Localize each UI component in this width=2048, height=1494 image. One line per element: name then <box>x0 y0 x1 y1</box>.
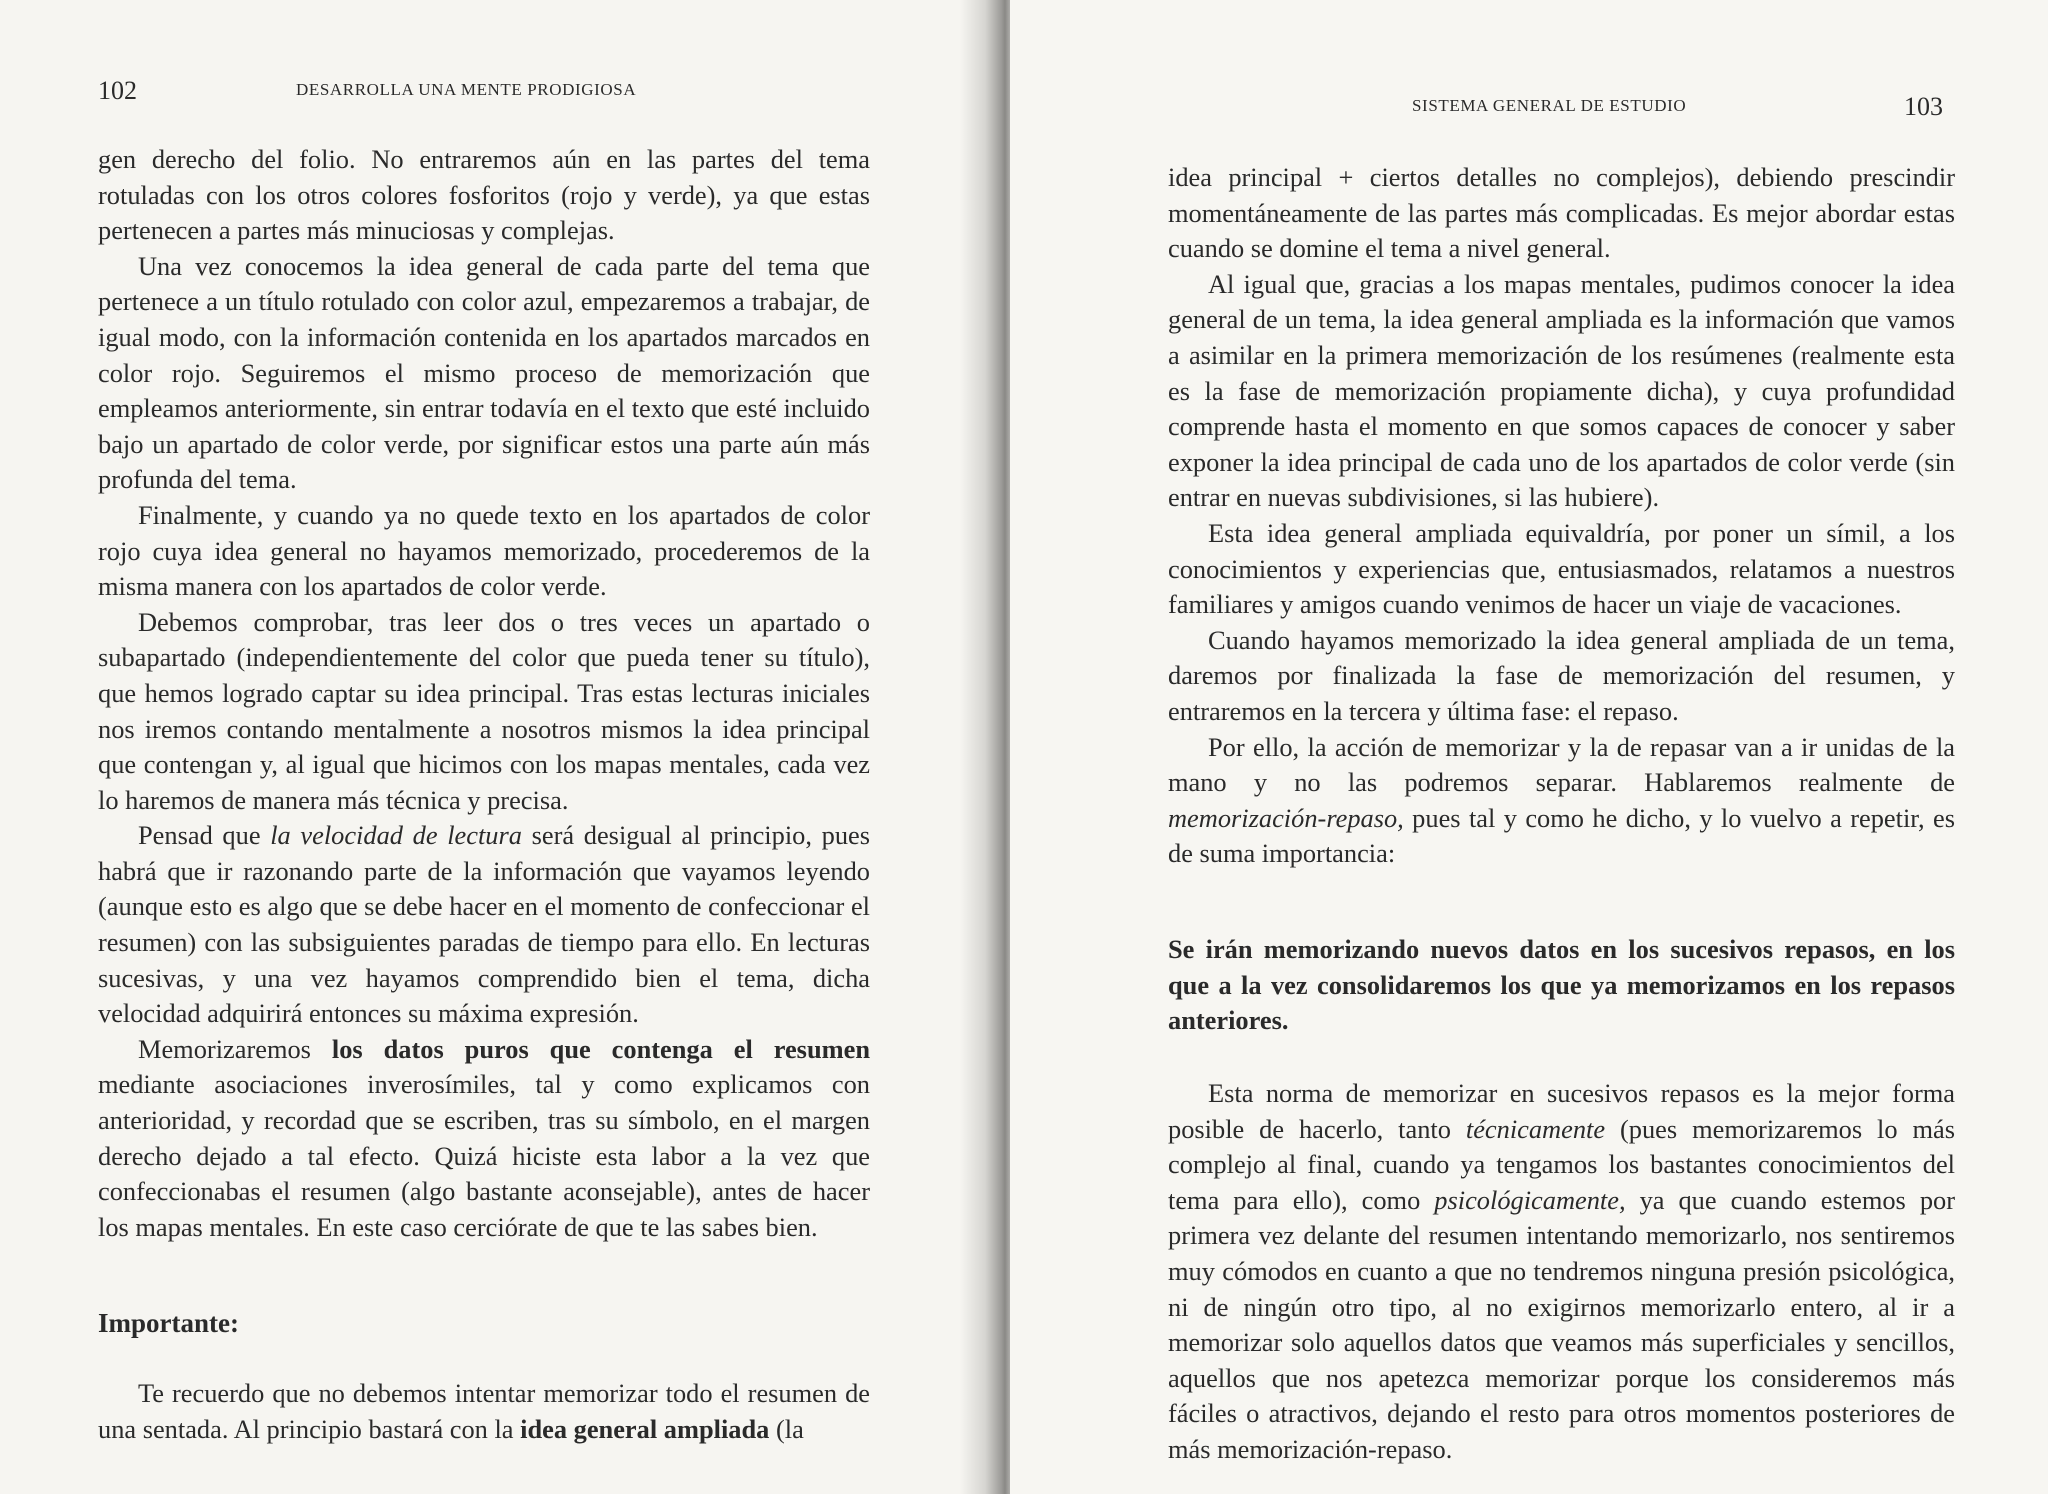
page-number-left: 102 <box>98 76 137 105</box>
text-run: (la <box>769 1413 804 1444</box>
section-heading: Importante: <box>98 1308 239 1338</box>
rule-block <box>1168 932 1955 1039</box>
italic-text: memorización-repaso, <box>1168 802 1404 833</box>
paragraph: gen derecho del folio. No entraremos aún en las partes del tema rotuladas con los otros colores fosforitos (rojo y verde), ya que estas pertenecen a partes más minuciosas y complejas. <box>98 144 870 246</box>
paragraph: Al igual que, gracias a los mapas mentales, pudimos conocer la idea general de un tema, la idea general ampliada es la información que vamos a asimilar en la primera memorización de los resúmenes (realmente esta es la fase de memorización propiamente dicha), y cuya profundidad comprende hasta el momento en que somos capaces de conocer y saber exponer la idea principal de cada uno de los apartados de color verde (sin entrar en nuevas subdivisiones, si las hubiere). <box>1168 268 1955 513</box>
text-run: Pensad que <box>138 820 271 851</box>
text-run: Por ello, la acción de memorizar y la de repasar van a ir unidas de la mano y no las podremos separar. Hablaremos realmente de <box>1168 731 1955 798</box>
running-head-left: DESARROLLA UNA MENTE PRODIGIOSA <box>296 80 637 99</box>
paragraph: Debemos comprobar, tras leer dos o tres veces un apartado o subapartado (independientemente del color que pueda tener su título), que hemos logrado captar su idea principal. Tras estas lecturas iniciales nos iremos contando mentalmente a nosotros mismos la idea principal que contengan y, al igual que hicimos con los mapas mentales, cada vez lo haremos de manera más técnica y precisa. <box>98 606 870 815</box>
italic-text: la velocidad de lectura <box>270 820 522 851</box>
left-body-bottom <box>98 1376 870 1447</box>
text-run: Esta norma de memorizar en sucesivos repasos es la mejor forma posible de hacerlo, tanto <box>1168 1078 1955 1144</box>
right-body-bottom <box>1168 1076 1955 1468</box>
text-run: ya que cuando estemos por primera vez delante del resumen intentando memorizarlo, nos sentiremos muy cómodos en cuanto a que no tendremos ninguna presión psicológica, ni de ningún otro tipo, al no exigirnos memorizarlo entero, al ir a memorizar solo aquellos datos que veamos más superficiales y sencillos, aquellos que nos apetezca memorizar porque los consideremos más fáciles o atractivos, dejando el resto para otros momentos posteriores de más memorización-repaso. <box>1168 1184 1955 1464</box>
bold-text: los datos puros que contenga el resumen <box>331 1033 871 1064</box>
bold-text: idea general ampliada <box>520 1413 770 1444</box>
text-run: Te recuerdo que no debemos intentar memorizar todo el resumen de una sentada. Al principio bastará con la <box>98 1378 870 1444</box>
text-run: Memorizaremos <box>138 1033 332 1064</box>
paragraph: Una vez conocemos la idea general de cada parte del tema que pertenece a un título rotulado con color azul, empezaremos a trabajar, de igual modo, con la información contenida en los apartados marcados en color rojo. Seguiremos el mismo proceso de memorización que empleamos anteriormente, sin entrar todavía en el texto que esté incluido bajo un apartado de color verde, por significar estos una parte aún más profunda del tema. <box>98 250 870 495</box>
paragraph: Cuando hayamos memorizado la idea general ampliada de un tema, daremos por finalizada la fase de memorización del resumen, y entraremos en la tercera y última fase: el repaso. <box>1168 624 1955 726</box>
left-body <box>98 142 870 1245</box>
paragraph: Finalmente, y cuando ya no quede texto en los apartados de color rojo cuya idea general no hayamos memorizado, procederemos de la misma manera con los apartados de color verde. <box>98 499 870 602</box>
paragraph <box>98 818 870 1032</box>
italic-text: técnicamente <box>1465 1113 1606 1144</box>
paragraph: idea principal + ciertos detalles no complejos), debiendo prescindir momentáneamente de las partes más complicadas. Es mejor abordar estas cuando se domine el tema a nivel general. <box>1168 162 1955 264</box>
paragraph: Esta idea general ampliada equivaldría, por poner un símil, a los conocimientos y experiencias que, entusiasmados, relatamos a nuestros familiares y amigos cuando venimos de hacer un viaje de vacaciones. <box>1168 517 1955 620</box>
italic-text: psicológicamente, <box>1434 1184 1626 1215</box>
highlighted-rule: Se irán memorizando nuevos datos en los sucesivos repasos, en los que a la vez consolidaremos los que ya memorizamos en los repasos anteriores. <box>1168 934 1955 1036</box>
text-run: será desigual al principio, pues habrá que ir razonando parte de la información que vayamos leyendo (aunque esto es algo que se debe hacer en el momento de confeccionar el resumen) con las subsiguientes paradas de tiempo para ello. En lecturas sucesivas, y una vez hayamos comprendido bien el tema, dicha velocidad adquirirá entonces su máxima expresión. <box>98 820 870 1029</box>
paragraph <box>1168 730 1955 872</box>
right-page <box>1010 0 2048 1494</box>
running-head-right: SISTEMA GENERAL DE ESTUDIO <box>1412 96 1687 115</box>
paragraph <box>98 1376 870 1447</box>
page-number-right: 103 <box>1904 92 1943 121</box>
text-run: (pues memorizaremos lo más complejo al final, cuando ya tengamos los bastantes conocimientos del tema para ello), como <box>1168 1113 1955 1215</box>
left-page <box>0 0 990 1494</box>
paragraph <box>1168 1076 1955 1468</box>
text-run: pues tal y como he dicho, y lo vuelvo a repetir, es de suma importancia: <box>1168 802 1955 869</box>
text-run: mediante asociaciones inverosímiles, tal y como explicamos con anterioridad, y recordad que se escriben, tras su símbolo, en el margen derecho dejado a tal efecto. Quizá hiciste esta labor a la vez que confeccionabas el resumen (algo bastante aconsejable), antes de hacer los mapas mentales. En este caso cerciórate de que te las sabes bien. <box>98 1069 870 1242</box>
paragraph <box>98 1032 870 1246</box>
right-body <box>1168 160 1955 872</box>
